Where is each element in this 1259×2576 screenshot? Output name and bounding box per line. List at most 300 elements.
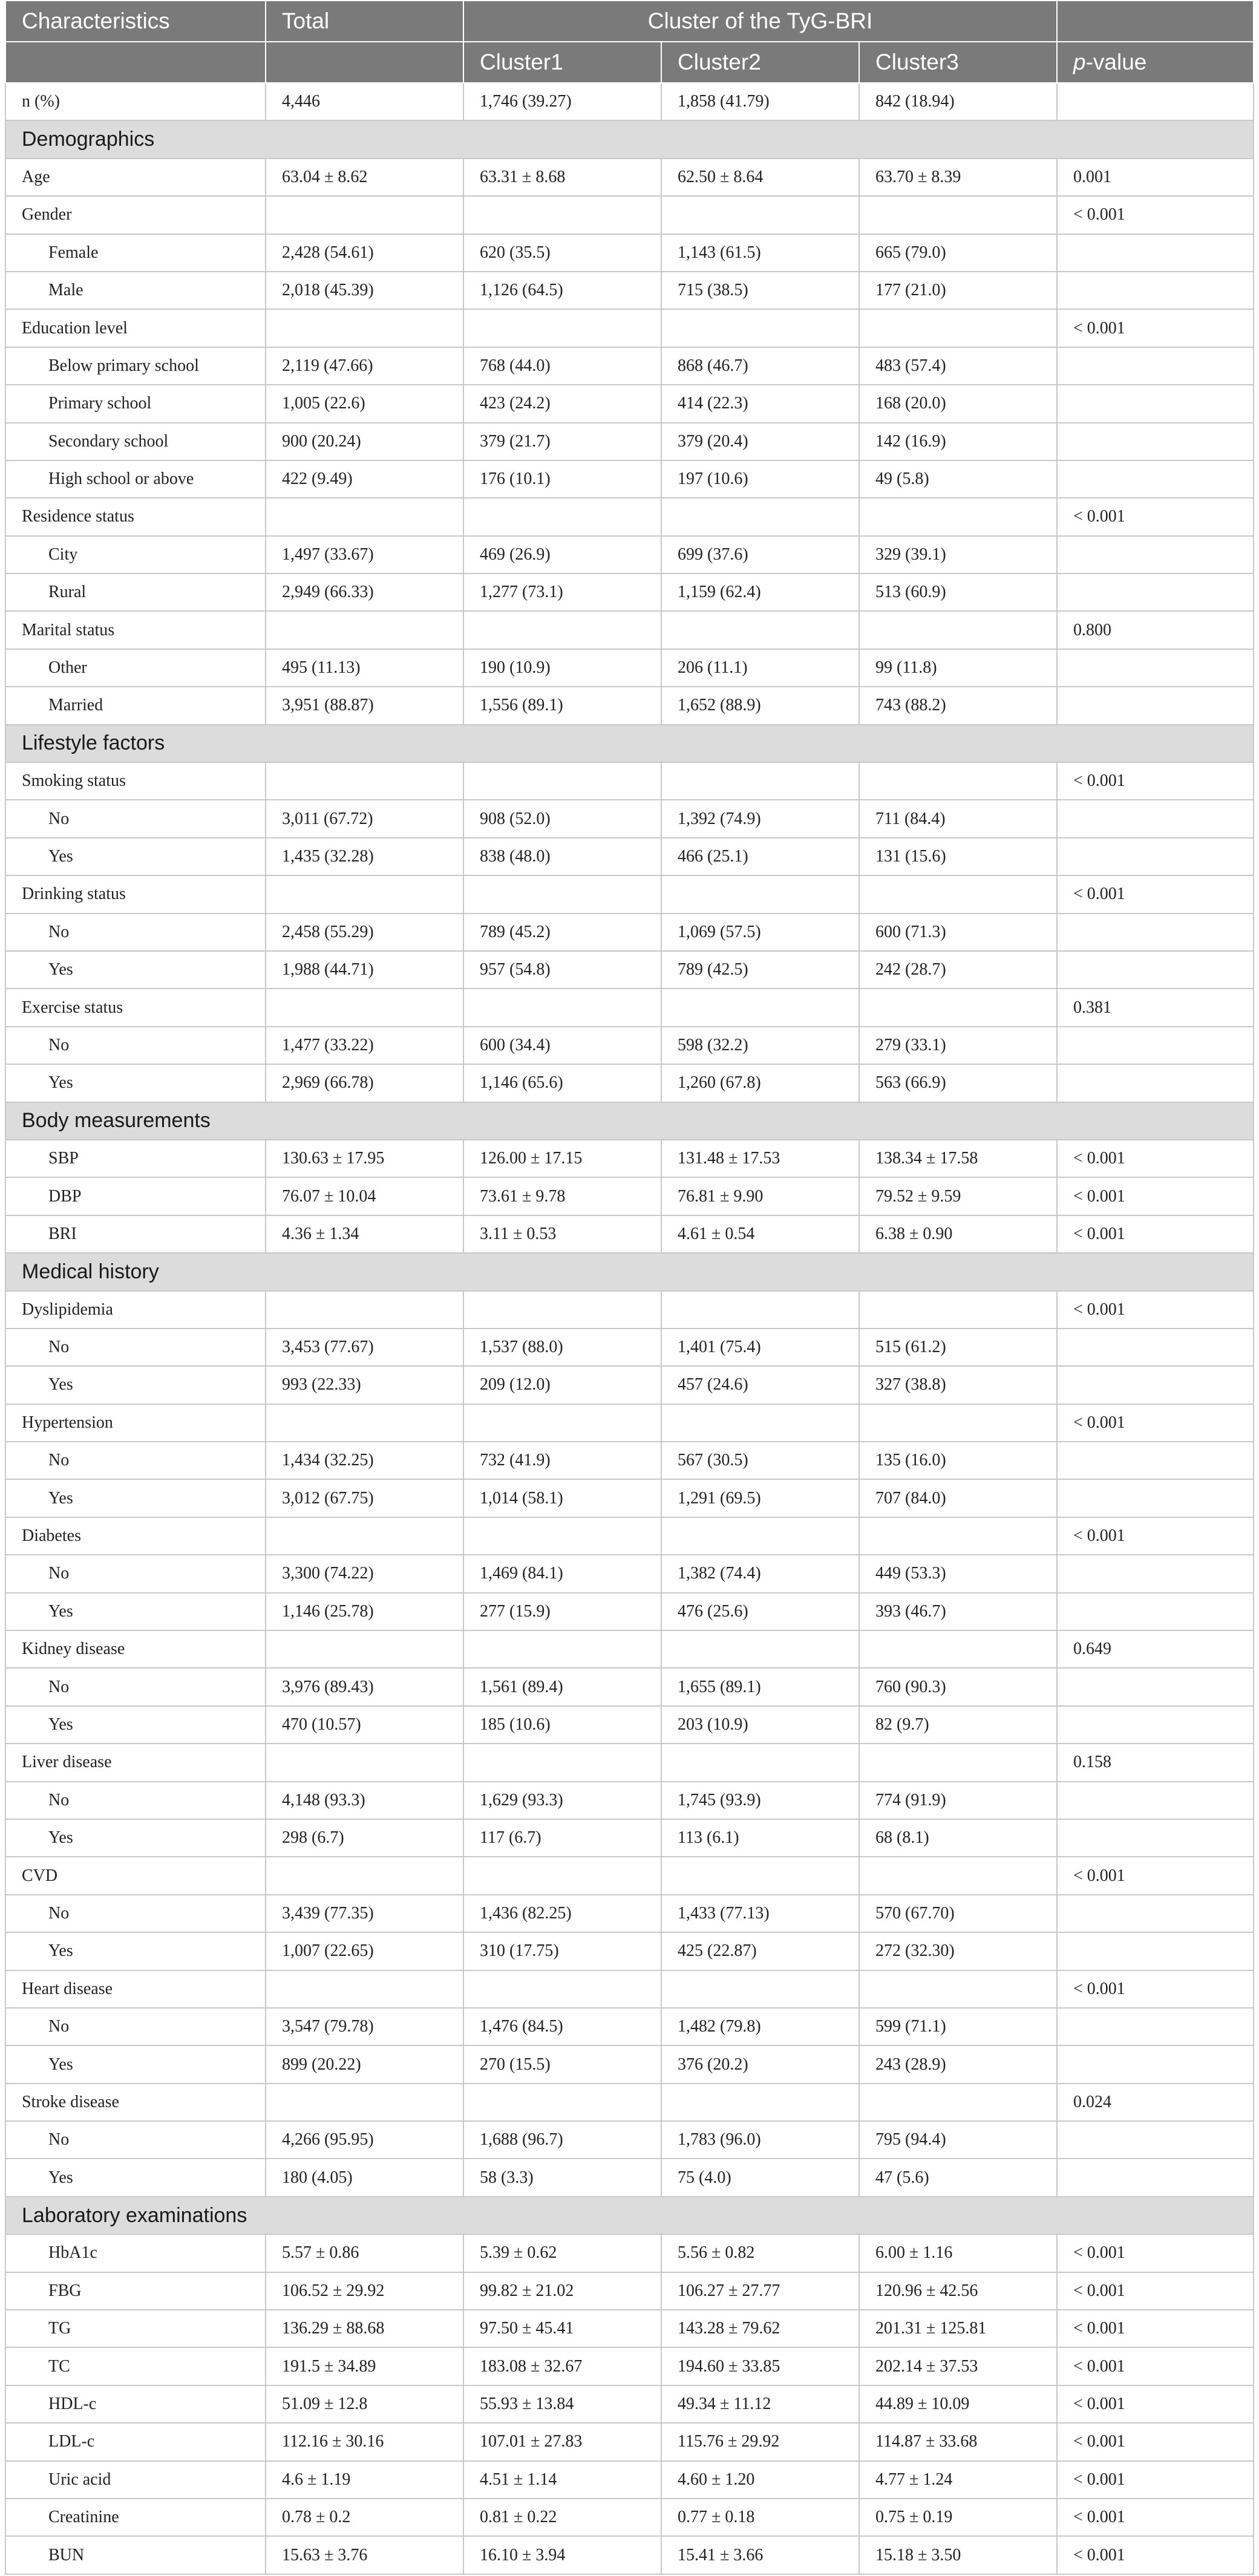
- p-value-cell: [1057, 2045, 1254, 2083]
- cluster2-cell: 49.34 ± 11.12: [661, 2385, 859, 2423]
- row-label: HbA1c: [5, 2234, 266, 2272]
- table-subrow: [5, 536, 1254, 574]
- cluster2-cell: 1,382 (74.4): [661, 1555, 859, 1592]
- total-cell: 900 (20.24): [266, 423, 463, 460]
- cluster2-cell: 1,433 (77.13): [661, 1895, 859, 1932]
- table-subrow: [5, 2499, 1254, 2536]
- row-label: Marital status: [5, 611, 266, 649]
- total-cell: 2,458 (55.29): [266, 914, 463, 951]
- p-value-cell: < 0.001: [1057, 2423, 1254, 2460]
- cluster2-cell: 715 (38.5): [661, 272, 859, 309]
- table-row: [5, 1630, 1254, 1668]
- cluster2-cell: 1,392 (74.9): [661, 800, 859, 837]
- cluster3-cell: 600 (71.3): [859, 914, 1057, 951]
- table-subrow: [5, 838, 1254, 875]
- section-header-row: [5, 1253, 1254, 1290]
- row-label: Yes: [5, 838, 266, 875]
- header-blank: [266, 42, 463, 83]
- p-value-cell: [1057, 914, 1254, 951]
- cluster2-cell: [661, 1291, 859, 1329]
- table-subrow: [5, 1668, 1254, 1705]
- total-cell: 0.78 ± 0.2: [266, 2499, 463, 2536]
- cluster1-cell: 58 (3.3): [463, 2159, 661, 2196]
- p-value-cell: [1057, 1706, 1254, 1744]
- cluster3-cell: 327 (38.8): [859, 1366, 1057, 1404]
- p-value-cell: < 0.001: [1057, 2499, 1254, 2536]
- p-value-cell: [1057, 2121, 1254, 2159]
- p-value-cell: [1057, 2159, 1254, 2196]
- cluster1-cell: 0.81 ± 0.22: [463, 2499, 661, 2536]
- total-cell: 76.07 ± 10.04: [266, 1177, 463, 1215]
- cluster1-cell: [463, 2084, 661, 2121]
- p-value-cell: < 0.001: [1057, 309, 1254, 347]
- total-cell: 15.63 ± 3.76: [266, 2536, 463, 2574]
- p-value-cell: < 0.001: [1057, 1215, 1254, 1253]
- p-value-cell: 0.800: [1057, 611, 1254, 649]
- cluster1-cell: 957 (54.8): [463, 951, 661, 989]
- total-cell: 1,146 (25.78): [266, 1593, 463, 1630]
- total-cell: 180 (4.05): [266, 2159, 463, 2196]
- section-header-row: [5, 120, 1254, 158]
- cluster3-cell: [859, 498, 1057, 535]
- section-title: Body measurements: [5, 1102, 1254, 1140]
- cluster1-cell: [463, 762, 661, 800]
- cluster3-cell: 177 (21.0): [859, 272, 1057, 309]
- cluster3-cell: 138.34 ± 17.58: [859, 1140, 1057, 1177]
- cluster2-cell: 868 (46.7): [661, 347, 859, 385]
- cluster1-cell: 3.11 ± 0.53: [463, 1215, 661, 1253]
- header-blank: [1057, 1, 1254, 42]
- p-value-cell: [1057, 347, 1254, 385]
- cluster3-cell: 760 (90.3): [859, 1668, 1057, 1705]
- cluster3-cell: [859, 1404, 1057, 1442]
- table-row: [5, 875, 1254, 913]
- header-p-value: [1057, 42, 1254, 83]
- row-label: Gender: [5, 196, 266, 234]
- cluster1-cell: 176 (10.1): [463, 460, 661, 498]
- table-subrow: [5, 914, 1254, 951]
- section-title: Laboratory examinations: [5, 2197, 1254, 2234]
- row-label: No: [5, 800, 266, 837]
- row-label: Drinking status: [5, 875, 266, 913]
- table-header: [5, 1, 1254, 83]
- total-cell: 4.36 ± 1.34: [266, 1215, 463, 1253]
- cluster3-cell: 44.89 ± 10.09: [859, 2385, 1057, 2423]
- cluster2-cell: [661, 1744, 859, 1781]
- p-value-cell: [1057, 574, 1254, 611]
- p-value-cell: < 0.001: [1057, 1140, 1254, 1177]
- total-cell: 3,547 (79.78): [266, 2008, 463, 2045]
- table-row: [5, 1744, 1254, 1781]
- cluster2-cell: 75 (4.0): [661, 2159, 859, 2196]
- cluster1-cell: [463, 989, 661, 1026]
- table-subrow: [5, 1706, 1254, 1744]
- cluster3-cell: 272 (32.30): [859, 1932, 1057, 1970]
- cluster3-cell: 0.75 ± 0.19: [859, 2499, 1057, 2536]
- cluster3-cell: [859, 1291, 1057, 1329]
- cluster3-cell: 513 (60.9): [859, 574, 1057, 611]
- cluster3-cell: [859, 1630, 1057, 1668]
- total-cell: 1,477 (33.22): [266, 1027, 463, 1064]
- cluster3-cell: [859, 875, 1057, 913]
- p-value-cell: < 0.001: [1057, 2234, 1254, 2272]
- row-label: Yes: [5, 2159, 266, 2196]
- row-label: No: [5, 1555, 266, 1592]
- total-cell: [266, 196, 463, 234]
- row-label: Yes: [5, 1932, 266, 1970]
- cluster1-cell: [463, 498, 661, 535]
- table-subrow: [5, 1479, 1254, 1517]
- total-cell: 1,497 (33.67): [266, 536, 463, 574]
- table-row: [5, 498, 1254, 535]
- p-value-cell: [1057, 1782, 1254, 1819]
- cluster2-cell: 1,260 (67.8): [661, 1064, 859, 1102]
- cluster2-cell: [661, 1970, 859, 2008]
- cluster3-cell: 49 (5.8): [859, 460, 1057, 498]
- row-label: SBP: [5, 1140, 266, 1177]
- table-subrow: [5, 1819, 1254, 1857]
- total-cell: 63.04 ± 8.62: [266, 159, 463, 196]
- row-label: Yes: [5, 1064, 266, 1102]
- row-label: No: [5, 1442, 266, 1479]
- total-cell: 470 (10.57): [266, 1706, 463, 1744]
- row-label: Residence status: [5, 498, 266, 535]
- table-subrow: [5, 2423, 1254, 2460]
- total-cell: 3,012 (67.75): [266, 1479, 463, 1517]
- total-cell: 2,969 (66.78): [266, 1064, 463, 1102]
- row-label: No: [5, 1895, 266, 1932]
- table-row: [5, 1291, 1254, 1329]
- cluster3-cell: 82 (9.7): [859, 1706, 1057, 1744]
- table-subrow: [5, 385, 1254, 422]
- table-subrow: [5, 2008, 1254, 2045]
- row-label: LDL-c: [5, 2423, 266, 2460]
- cluster2-cell: [661, 762, 859, 800]
- cluster1-cell: 1,014 (58.1): [463, 1479, 661, 1517]
- cluster2-cell: 76.81 ± 9.90: [661, 1177, 859, 1215]
- total-cell: 136.29 ± 88.68: [266, 2310, 463, 2347]
- total-cell: 191.5 ± 34.89: [266, 2347, 463, 2385]
- total-cell: [266, 1970, 463, 2008]
- p-value-cell: < 0.001: [1057, 196, 1254, 234]
- p-value-cell: [1057, 2008, 1254, 2045]
- cluster3-cell: 774 (91.9): [859, 1782, 1057, 1819]
- cluster3-cell: [859, 1970, 1057, 2008]
- cluster2-cell: 376 (20.2): [661, 2045, 859, 2083]
- cluster3-cell: 79.52 ± 9.59: [859, 1177, 1057, 1215]
- header-cluster1: Cluster1: [463, 42, 661, 83]
- cluster3-cell: [859, 989, 1057, 1026]
- cluster1-cell: 1,688 (96.7): [463, 2121, 661, 2159]
- p-suffix: -value: [1085, 50, 1147, 74]
- cluster3-cell: 515 (61.2): [859, 1329, 1057, 1366]
- cluster2-cell: 1,401 (75.4): [661, 1329, 859, 1366]
- cluster3-cell: 707 (84.0): [859, 1479, 1057, 1517]
- cluster2-cell: 194.60 ± 33.85: [661, 2347, 859, 2385]
- total-cell: 4.6 ± 1.19: [266, 2461, 463, 2499]
- cluster1-cell: [463, 875, 661, 913]
- table-subrow: [5, 687, 1254, 724]
- cluster1-cell: 16.10 ± 3.94: [463, 2536, 661, 2574]
- cluster2-cell: 476 (25.6): [661, 1593, 859, 1630]
- cluster1-cell: 277 (15.9): [463, 1593, 661, 1630]
- cluster2-cell: 206 (11.1): [661, 649, 859, 687]
- cluster2-cell: [661, 875, 859, 913]
- row-label: No: [5, 1782, 266, 1819]
- total-cell: 3,453 (77.67): [266, 1329, 463, 1366]
- cluster1-cell: 117 (6.7): [463, 1819, 661, 1857]
- total-cell: 3,011 (67.72): [266, 800, 463, 837]
- cluster2-cell: 1,858 (41.79): [661, 83, 859, 120]
- total-cell: [266, 1857, 463, 1894]
- cluster2-cell: [661, 498, 859, 535]
- p-value-cell: < 0.001: [1057, 875, 1254, 913]
- cluster1-cell: [463, 1744, 661, 1781]
- p-value-cell: [1057, 1932, 1254, 1970]
- cluster2-cell: 0.77 ± 0.18: [661, 2499, 859, 2536]
- row-label: No: [5, 914, 266, 951]
- cluster3-cell: 329 (39.1): [859, 536, 1057, 574]
- cluster3-cell: 168 (20.0): [859, 385, 1057, 422]
- p-value-cell: [1057, 1895, 1254, 1932]
- p-value-cell: [1057, 1668, 1254, 1705]
- cluster1-cell: [463, 1517, 661, 1555]
- total-cell: [266, 611, 463, 649]
- row-label: City: [5, 536, 266, 574]
- header-row-2: [5, 42, 1254, 83]
- cluster1-cell: 789 (45.2): [463, 914, 661, 951]
- p-value-cell: < 0.001: [1057, 1404, 1254, 1442]
- p-value-cell: 0.001: [1057, 159, 1254, 196]
- cluster3-cell: 279 (33.1): [859, 1027, 1057, 1064]
- cluster1-cell: 190 (10.9): [463, 649, 661, 687]
- total-cell: 3,951 (88.87): [266, 687, 463, 724]
- cluster3-cell: 131 (15.6): [859, 838, 1057, 875]
- table-subrow: [5, 347, 1254, 385]
- cluster2-cell: 106.27 ± 27.77: [661, 2272, 859, 2310]
- cluster3-cell: 599 (71.1): [859, 2008, 1057, 2045]
- cluster3-cell: [859, 611, 1057, 649]
- header-cluster3: Cluster3: [859, 42, 1057, 83]
- cluster2-cell: [661, 1517, 859, 1555]
- cluster2-cell: 1,482 (79.8): [661, 2008, 859, 2045]
- cluster3-cell: 63.70 ± 8.39: [859, 159, 1057, 196]
- cluster1-cell: 908 (52.0): [463, 800, 661, 837]
- cluster3-cell: 99 (11.8): [859, 649, 1057, 687]
- total-cell: 106.52 ± 29.92: [266, 2272, 463, 2310]
- row-label: Diabetes: [5, 1517, 266, 1555]
- cluster1-cell: [463, 1291, 661, 1329]
- cluster3-cell: 4.77 ± 1.24: [859, 2461, 1057, 2499]
- cluster3-cell: 120.96 ± 42.56: [859, 2272, 1057, 2310]
- header-row-1: [5, 1, 1254, 42]
- row-label: Rural: [5, 574, 266, 611]
- table-subrow: [5, 1027, 1254, 1064]
- cluster3-cell: 6.38 ± 0.90: [859, 1215, 1057, 1253]
- p-value-cell: [1057, 951, 1254, 989]
- p-value-cell: < 0.001: [1057, 1970, 1254, 2008]
- cluster3-cell: 711 (84.4): [859, 800, 1057, 837]
- total-cell: 1,988 (44.71): [266, 951, 463, 989]
- cluster2-cell: 1,652 (88.9): [661, 687, 859, 724]
- p-value-cell: [1057, 838, 1254, 875]
- p-value-cell: < 0.001: [1057, 2461, 1254, 2499]
- p-value-cell: [1057, 1555, 1254, 1592]
- table-subrow: [5, 2461, 1254, 2499]
- total-cell: 1,434 (32.25): [266, 1442, 463, 1479]
- cluster1-cell: 126.00 ± 17.15: [463, 1140, 661, 1177]
- cluster2-cell: 15.41 ± 3.66: [661, 2536, 859, 2574]
- header-characteristics: Characteristics: [5, 1, 266, 42]
- p-value-cell: [1057, 1479, 1254, 1517]
- cluster3-cell: 449 (53.3): [859, 1555, 1057, 1592]
- row-label: Hypertension: [5, 1404, 266, 1442]
- cluster3-cell: [859, 2084, 1057, 2121]
- cluster1-cell: 310 (17.75): [463, 1932, 661, 1970]
- cluster3-cell: 795 (94.4): [859, 2121, 1057, 2159]
- cluster3-cell: 68 (8.1): [859, 1819, 1057, 1857]
- header-total: Total: [266, 1, 463, 42]
- cluster1-cell: 99.82 ± 21.02: [463, 2272, 661, 2310]
- row-label: Heart disease: [5, 1970, 266, 2008]
- cluster2-cell: 113 (6.1): [661, 1819, 859, 1857]
- section-header-row: [5, 725, 1254, 762]
- row-label: Liver disease: [5, 1744, 266, 1781]
- cluster2-cell: 1,783 (96.0): [661, 2121, 859, 2159]
- cluster3-cell: 665 (79.0): [859, 234, 1057, 272]
- cluster3-cell: 243 (28.9): [859, 2045, 1057, 2083]
- cluster2-cell: 1,159 (62.4): [661, 574, 859, 611]
- row-label: DBP: [5, 1177, 266, 1215]
- table-subrow: [5, 1895, 1254, 1932]
- total-cell: 4,148 (93.3): [266, 1782, 463, 1819]
- cluster2-cell: 4.61 ± 0.54: [661, 1215, 859, 1253]
- cluster1-cell: 270 (15.5): [463, 2045, 661, 2083]
- p-value-cell: [1057, 385, 1254, 422]
- p-value-cell: [1057, 1366, 1254, 1404]
- p-value-cell: < 0.001: [1057, 2272, 1254, 2310]
- row-label: Yes: [5, 1479, 266, 1517]
- table-subrow: [5, 423, 1254, 460]
- p-value-cell: [1057, 1442, 1254, 1479]
- cluster2-cell: 131.48 ± 17.53: [661, 1140, 859, 1177]
- total-cell: [266, 875, 463, 913]
- table-subrow: [5, 2385, 1254, 2423]
- table-row: [5, 159, 1254, 196]
- cluster1-cell: 1,561 (89.4): [463, 1668, 661, 1705]
- cluster1-cell: 1,436 (82.25): [463, 1895, 661, 1932]
- table-row: [5, 1404, 1254, 1442]
- cluster1-cell: 1,469 (84.1): [463, 1555, 661, 1592]
- row-label: Other: [5, 649, 266, 687]
- table-subrow: [5, 272, 1254, 309]
- table-row: [5, 611, 1254, 649]
- p-value-cell: 0.649: [1057, 1630, 1254, 1668]
- p-value-cell: < 0.001: [1057, 2347, 1254, 2385]
- row-label: Yes: [5, 1706, 266, 1744]
- table-subrow: [5, 1177, 1254, 1215]
- row-label: FBG: [5, 2272, 266, 2310]
- cluster2-cell: 115.76 ± 29.92: [661, 2423, 859, 2460]
- total-cell: [266, 1517, 463, 1555]
- cluster3-cell: 135 (16.0): [859, 1442, 1057, 1479]
- cluster1-cell: 469 (26.9): [463, 536, 661, 574]
- table-subrow: [5, 2045, 1254, 2083]
- cluster1-cell: 183.08 ± 32.67: [463, 2347, 661, 2385]
- cluster1-cell: 107.01 ± 27.83: [463, 2423, 661, 2460]
- p-value-cell: < 0.001: [1057, 1177, 1254, 1215]
- p-value-cell: [1057, 1329, 1254, 1366]
- row-label: Yes: [5, 2045, 266, 2083]
- total-cell: 899 (20.22): [266, 2045, 463, 2083]
- row-label: Male: [5, 272, 266, 309]
- p-value-cell: < 0.001: [1057, 762, 1254, 800]
- table-row: [5, 762, 1254, 800]
- cluster2-cell: [661, 611, 859, 649]
- table-row: [5, 989, 1254, 1026]
- row-label: Yes: [5, 951, 266, 989]
- cluster1-cell: 620 (35.5): [463, 234, 661, 272]
- cluster3-cell: [859, 1744, 1057, 1781]
- cluster2-cell: 203 (10.9): [661, 1706, 859, 1744]
- cluster1-cell: [463, 196, 661, 234]
- total-cell: 130.63 ± 17.95: [266, 1140, 463, 1177]
- cluster3-cell: 114.87 ± 33.68: [859, 2423, 1057, 2460]
- cluster2-cell: 1,291 (69.5): [661, 1479, 859, 1517]
- cluster3-cell: [859, 309, 1057, 347]
- total-cell: 112.16 ± 30.16: [266, 2423, 463, 2460]
- row-label: Dyslipidemia: [5, 1291, 266, 1329]
- cluster3-cell: [859, 762, 1057, 800]
- cluster3-cell: 242 (28.7): [859, 951, 1057, 989]
- row-label: Age: [5, 159, 266, 196]
- p-value-cell: < 0.001: [1057, 498, 1254, 535]
- cluster3-cell: 483 (57.4): [859, 347, 1057, 385]
- cluster2-cell: 62.50 ± 8.64: [661, 159, 859, 196]
- cluster1-cell: 600 (34.4): [463, 1027, 661, 1064]
- row-label: Yes: [5, 1366, 266, 1404]
- cluster2-cell: 789 (42.5): [661, 951, 859, 989]
- total-cell: 1,435 (32.28): [266, 838, 463, 875]
- table-subrow: [5, 2310, 1254, 2347]
- total-cell: 2,018 (45.39): [266, 272, 463, 309]
- row-label: Smoking status: [5, 762, 266, 800]
- total-cell: [266, 1630, 463, 1668]
- row-label: No: [5, 1329, 266, 1366]
- row-label: Yes: [5, 1819, 266, 1857]
- row-label: Secondary school: [5, 423, 266, 460]
- cluster3-cell: 563 (66.9): [859, 1064, 1057, 1102]
- p-value-cell: [1057, 423, 1254, 460]
- cluster2-cell: 5.56 ± 0.82: [661, 2234, 859, 2272]
- p-value-cell: [1057, 1064, 1254, 1102]
- cluster2-cell: 1,069 (57.5): [661, 914, 859, 951]
- total-cell: 993 (22.33): [266, 1366, 463, 1404]
- row-label: Primary school: [5, 385, 266, 422]
- row-label: BUN: [5, 2536, 266, 2574]
- cluster1-cell: 1,277 (73.1): [463, 574, 661, 611]
- row-label: BRI: [5, 1215, 266, 1253]
- table-subrow: [5, 1329, 1254, 1366]
- p-value-cell: [1057, 1027, 1254, 1064]
- table-subrow: [5, 1442, 1254, 1479]
- p-value-cell: [1057, 234, 1254, 272]
- table-subrow: [5, 2159, 1254, 2196]
- row-label: Married: [5, 687, 266, 724]
- total-cell: [266, 1404, 463, 1442]
- total-cell: 4,446: [266, 83, 463, 120]
- row-label: Exercise status: [5, 989, 266, 1026]
